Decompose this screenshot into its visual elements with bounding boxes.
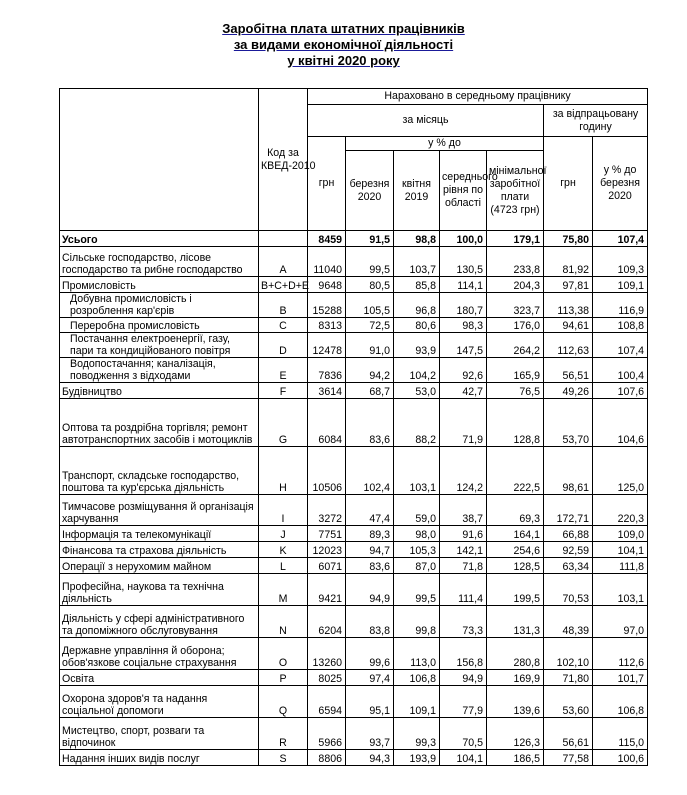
pct-march-2020: 83,6	[346, 558, 394, 574]
pct-april-2019: 109,1	[394, 686, 440, 718]
avg-wage-uah: 6071	[308, 558, 346, 574]
table-row	[60, 750, 648, 766]
avg-wage-uah: 5966	[308, 718, 346, 750]
wage-per-hour: 102,10	[544, 638, 593, 670]
avg-wage-uah: 8025	[308, 670, 346, 686]
pct-min-wage: 169,9	[487, 670, 544, 686]
pct-april-2019: 59,0	[394, 495, 440, 526]
hour-pct-march-2020: 109,3	[593, 247, 648, 277]
kved-code: Q	[259, 686, 308, 718]
kved-code: J	[259, 526, 308, 542]
header-pct-march-2020: у % до березня 2020	[593, 137, 648, 231]
pct-regional-avg: 124,2	[440, 447, 487, 495]
activity-name: Державне управління й оборона; обов'язкове соціальне страхування	[60, 638, 259, 670]
table-row	[60, 318, 648, 333]
wage-per-hour: 71,80	[544, 670, 593, 686]
activity-name: Мистецтво, спорт, розваги та відпочинок	[60, 718, 259, 750]
header-min-wage: мінімальної заробітної плати (4723 грн)	[487, 151, 544, 231]
table-row	[60, 718, 648, 750]
table-row	[60, 447, 648, 495]
table-row	[60, 542, 648, 558]
title-line-3: у квітні 2020 року	[287, 53, 400, 68]
avg-wage-uah: 7836	[308, 358, 346, 383]
table-row	[60, 277, 648, 293]
activity-name: Операції з нерухомим майном	[60, 558, 259, 574]
kved-code: N	[259, 606, 308, 638]
pct-april-2019: 87,0	[394, 558, 440, 574]
pct-april-2019: 113,0	[394, 638, 440, 670]
header-activity	[60, 89, 259, 231]
pct-april-2019: 105,3	[394, 542, 440, 558]
pct-min-wage: 233,8	[487, 247, 544, 277]
table-row	[60, 495, 648, 526]
document-title	[0, 21, 687, 69]
pct-min-wage: 164,1	[487, 526, 544, 542]
kved-code: O	[259, 638, 308, 670]
pct-regional-avg: 71,9	[440, 399, 487, 447]
table-row	[60, 686, 648, 718]
pct-march-2020: 99,5	[346, 247, 394, 277]
pct-march-2020: 72,5	[346, 318, 394, 333]
table-row	[60, 293, 648, 318]
pct-march-2020: 89,3	[346, 526, 394, 542]
table-body	[60, 231, 648, 766]
kved-code: R	[259, 718, 308, 750]
pct-min-wage: 128,8	[487, 399, 544, 447]
hour-pct-march-2020: 112,6	[593, 638, 648, 670]
pct-regional-avg: 94,9	[440, 670, 487, 686]
activity-name: Професійна, наукова та технічна діяльність	[60, 574, 259, 606]
pct-regional-avg: 142,1	[440, 542, 487, 558]
pct-regional-avg: 104,1	[440, 750, 487, 766]
pct-march-2020: 105,5	[346, 293, 394, 318]
activity-name: Постачання електроенергії, газу, пари та кондиційованого повітря	[60, 333, 259, 358]
avg-wage-uah: 13260	[308, 638, 346, 670]
wage-per-hour: 56,51	[544, 358, 593, 383]
kved-code: E	[259, 358, 308, 383]
pct-min-wage: 264,2	[487, 333, 544, 358]
pct-regional-avg: 71,8	[440, 558, 487, 574]
avg-wage-uah: 12023	[308, 542, 346, 558]
pct-regional-avg: 38,7	[440, 495, 487, 526]
activity-name: Діяльність у сфері адміністративного та допоміжного обслуговування	[60, 606, 259, 638]
activity-name: Інформація та телекомунікації	[60, 526, 259, 542]
kved-code: D	[259, 333, 308, 358]
avg-wage-uah: 6084	[308, 399, 346, 447]
wage-per-hour: 53,60	[544, 686, 593, 718]
table-row	[60, 526, 648, 542]
wage-per-hour: 97,81	[544, 277, 593, 293]
table-row	[60, 358, 648, 383]
kved-code: F	[259, 383, 308, 399]
pct-april-2019: 99,3	[394, 718, 440, 750]
pct-april-2019: 99,8	[394, 606, 440, 638]
pct-april-2019: 106,8	[394, 670, 440, 686]
hour-pct-march-2020: 107,6	[593, 383, 648, 399]
pct-april-2019: 85,8	[394, 277, 440, 293]
hour-pct-march-2020: 125,0	[593, 447, 648, 495]
pct-april-2019: 98,8	[394, 231, 440, 247]
hour-pct-march-2020: 115,0	[593, 718, 648, 750]
wage-per-hour: 113,38	[544, 293, 593, 318]
hour-pct-march-2020: 116,9	[593, 293, 648, 318]
pct-regional-avg: 73,3	[440, 606, 487, 638]
avg-wage-uah: 7751	[308, 526, 346, 542]
wage-table	[59, 88, 648, 766]
pct-min-wage: 128,5	[487, 558, 544, 574]
pct-april-2019: 53,0	[394, 383, 440, 399]
kved-code: S	[259, 750, 308, 766]
pct-april-2019: 80,6	[394, 318, 440, 333]
avg-wage-uah: 8806	[308, 750, 346, 766]
activity-name: Усього	[60, 231, 259, 247]
table-row	[60, 558, 648, 574]
wage-per-hour: 112,63	[544, 333, 593, 358]
pct-regional-avg: 130,5	[440, 247, 487, 277]
pct-regional-avg: 111,4	[440, 574, 487, 606]
pct-march-2020: 94,9	[346, 574, 394, 606]
pct-regional-avg: 147,5	[440, 333, 487, 358]
pct-min-wage: 222,5	[487, 447, 544, 495]
header-uah: грн	[308, 137, 346, 231]
pct-min-wage: 76,5	[487, 383, 544, 399]
title-line-2: за видами економічної діяльності	[233, 37, 454, 52]
header-per-month: за місяць	[308, 105, 544, 137]
wage-per-hour: 75,80	[544, 231, 593, 247]
pct-min-wage: 199,5	[487, 574, 544, 606]
hour-pct-march-2020: 103,1	[593, 574, 648, 606]
pct-min-wage: 165,9	[487, 358, 544, 383]
pct-min-wage: 204,3	[487, 277, 544, 293]
kved-code: P	[259, 670, 308, 686]
pct-min-wage: 139,6	[487, 686, 544, 718]
hour-pct-march-2020: 109,1	[593, 277, 648, 293]
table-row	[60, 231, 648, 247]
pct-regional-avg: 91,6	[440, 526, 487, 542]
activity-name: Тимчасове розміщування й організація харчування	[60, 495, 259, 526]
wage-per-hour: 53,70	[544, 399, 593, 447]
avg-wage-uah: 10506	[308, 447, 346, 495]
activity-name: Охорона здоров'я та надання соціальної допомоги	[60, 686, 259, 718]
pct-march-2020: 91,5	[346, 231, 394, 247]
pct-march-2020: 94,2	[346, 358, 394, 383]
pct-regional-avg: 114,1	[440, 277, 487, 293]
kved-code: H	[259, 447, 308, 495]
pct-march-2020: 91,0	[346, 333, 394, 358]
table-row	[60, 606, 648, 638]
pct-april-2019: 98,0	[394, 526, 440, 542]
pct-march-2020: 102,4	[346, 447, 394, 495]
table-row	[60, 574, 648, 606]
pct-march-2020: 83,6	[346, 399, 394, 447]
wage-per-hour: 92,59	[544, 542, 593, 558]
activity-name: Водопостачання; каналізація, поводження з відходами	[60, 358, 259, 383]
pct-march-2020: 97,4	[346, 670, 394, 686]
kved-code	[259, 231, 308, 247]
table-row	[60, 638, 648, 670]
wage-per-hour: 77,58	[544, 750, 593, 766]
avg-wage-uah: 9421	[308, 574, 346, 606]
avg-wage-uah: 9648	[308, 277, 346, 293]
header-april-2019: квітня 2019	[394, 151, 440, 231]
hour-pct-march-2020: 107,4	[593, 231, 648, 247]
header-regional-avg: середнього рівня по області	[440, 151, 487, 231]
pct-min-wage: 323,7	[487, 293, 544, 318]
avg-wage-uah: 12478	[308, 333, 346, 358]
pct-april-2019: 88,2	[394, 399, 440, 447]
hour-pct-march-2020: 100,4	[593, 358, 648, 383]
pct-regional-avg: 42,7	[440, 383, 487, 399]
pct-min-wage: 254,6	[487, 542, 544, 558]
pct-march-2020: 93,7	[346, 718, 394, 750]
table-row	[60, 333, 648, 358]
kved-code: B+C+D+E	[259, 277, 308, 293]
header-march-2020: березня 2020	[346, 151, 394, 231]
pct-min-wage: 179,1	[487, 231, 544, 247]
table-row	[60, 247, 648, 277]
pct-regional-avg: 100,0	[440, 231, 487, 247]
pct-april-2019: 103,1	[394, 447, 440, 495]
wage-per-hour: 56,61	[544, 718, 593, 750]
pct-april-2019: 93,9	[394, 333, 440, 358]
wage-per-hour: 49,26	[544, 383, 593, 399]
pct-march-2020: 94,3	[346, 750, 394, 766]
pct-regional-avg: 77,9	[440, 686, 487, 718]
wage-per-hour: 81,92	[544, 247, 593, 277]
pct-march-2020: 68,7	[346, 383, 394, 399]
kved-code: C	[259, 318, 308, 333]
pct-april-2019: 103,7	[394, 247, 440, 277]
avg-wage-uah: 6204	[308, 606, 346, 638]
pct-min-wage: 126,3	[487, 718, 544, 750]
avg-wage-uah: 8313	[308, 318, 346, 333]
hour-pct-march-2020: 111,8	[593, 558, 648, 574]
header-accrued: Нараховано в середньому працівнику	[308, 89, 648, 105]
activity-name: Переробна промисловість	[60, 318, 259, 333]
hour-pct-march-2020: 97,0	[593, 606, 648, 638]
header-pct-to: у % до	[346, 137, 544, 151]
activity-name: Оптова та роздрібна торгівля; ремонт автотранспортних засобів і мотоциклів	[60, 399, 259, 447]
pct-min-wage: 131,3	[487, 606, 544, 638]
hour-pct-march-2020: 104,1	[593, 542, 648, 558]
pct-regional-avg: 156,8	[440, 638, 487, 670]
hour-pct-march-2020: 101,7	[593, 670, 648, 686]
header-kved: Код за КВЕД-2010	[259, 89, 308, 231]
pct-march-2020: 80,5	[346, 277, 394, 293]
wage-per-hour: 63,34	[544, 558, 593, 574]
header-uah-hour: грн	[544, 137, 593, 231]
kved-code: I	[259, 495, 308, 526]
pct-min-wage: 176,0	[487, 318, 544, 333]
wage-per-hour: 98,61	[544, 447, 593, 495]
kved-code: G	[259, 399, 308, 447]
activity-name: Сільське господарство, лісове господарство та рибне господарство	[60, 247, 259, 277]
activity-name: Промисловість	[60, 277, 259, 293]
pct-min-wage: 69,3	[487, 495, 544, 526]
table-row	[60, 670, 648, 686]
pct-march-2020: 99,6	[346, 638, 394, 670]
pct-april-2019: 104,2	[394, 358, 440, 383]
pct-regional-avg: 70,5	[440, 718, 487, 750]
kved-code: K	[259, 542, 308, 558]
kved-code: L	[259, 558, 308, 574]
avg-wage-uah: 6594	[308, 686, 346, 718]
hour-pct-march-2020: 106,8	[593, 686, 648, 718]
pct-regional-avg: 98,3	[440, 318, 487, 333]
hour-pct-march-2020: 108,8	[593, 318, 648, 333]
pct-march-2020: 47,4	[346, 495, 394, 526]
pct-april-2019: 193,9	[394, 750, 440, 766]
hour-pct-march-2020: 104,6	[593, 399, 648, 447]
avg-wage-uah: 8459	[308, 231, 346, 247]
hour-pct-march-2020: 107,4	[593, 333, 648, 358]
header-per-hour: за відпрацьовану годину	[544, 105, 648, 137]
avg-wage-uah: 15288	[308, 293, 346, 318]
activity-name: Освіта	[60, 670, 259, 686]
wage-per-hour: 172,71	[544, 495, 593, 526]
kved-code: M	[259, 574, 308, 606]
avg-wage-uah: 3272	[308, 495, 346, 526]
wage-per-hour: 70,53	[544, 574, 593, 606]
hour-pct-march-2020: 220,3	[593, 495, 648, 526]
activity-name: Будівництво	[60, 383, 259, 399]
table-row	[60, 383, 648, 399]
pct-min-wage: 186,5	[487, 750, 544, 766]
pct-march-2020: 83,8	[346, 606, 394, 638]
pct-march-2020: 94,7	[346, 542, 394, 558]
hour-pct-march-2020: 100,6	[593, 750, 648, 766]
avg-wage-uah: 11040	[308, 247, 346, 277]
kved-code: A	[259, 247, 308, 277]
table-row	[60, 399, 648, 447]
activity-name: Транспорт, складське господарство, поштова та кур'єрська діяльність	[60, 447, 259, 495]
activity-name: Добувна промисловість і розроблення кар'єрів	[60, 293, 259, 318]
activity-name: Фінансова та страхова діяльність	[60, 542, 259, 558]
pct-april-2019: 96,8	[394, 293, 440, 318]
pct-regional-avg: 180,7	[440, 293, 487, 318]
title-line-1: Заробітна плата штатних працівників	[222, 21, 465, 36]
activity-name: Надання інших видів послуг	[60, 750, 259, 766]
kved-code: B	[259, 293, 308, 318]
pct-min-wage: 280,8	[487, 638, 544, 670]
hour-pct-march-2020: 109,0	[593, 526, 648, 542]
wage-per-hour: 66,88	[544, 526, 593, 542]
pct-march-2020: 95,1	[346, 686, 394, 718]
pct-april-2019: 99,5	[394, 574, 440, 606]
wage-per-hour: 94,61	[544, 318, 593, 333]
wage-per-hour: 48,39	[544, 606, 593, 638]
avg-wage-uah: 3614	[308, 383, 346, 399]
pct-regional-avg: 92,6	[440, 358, 487, 383]
